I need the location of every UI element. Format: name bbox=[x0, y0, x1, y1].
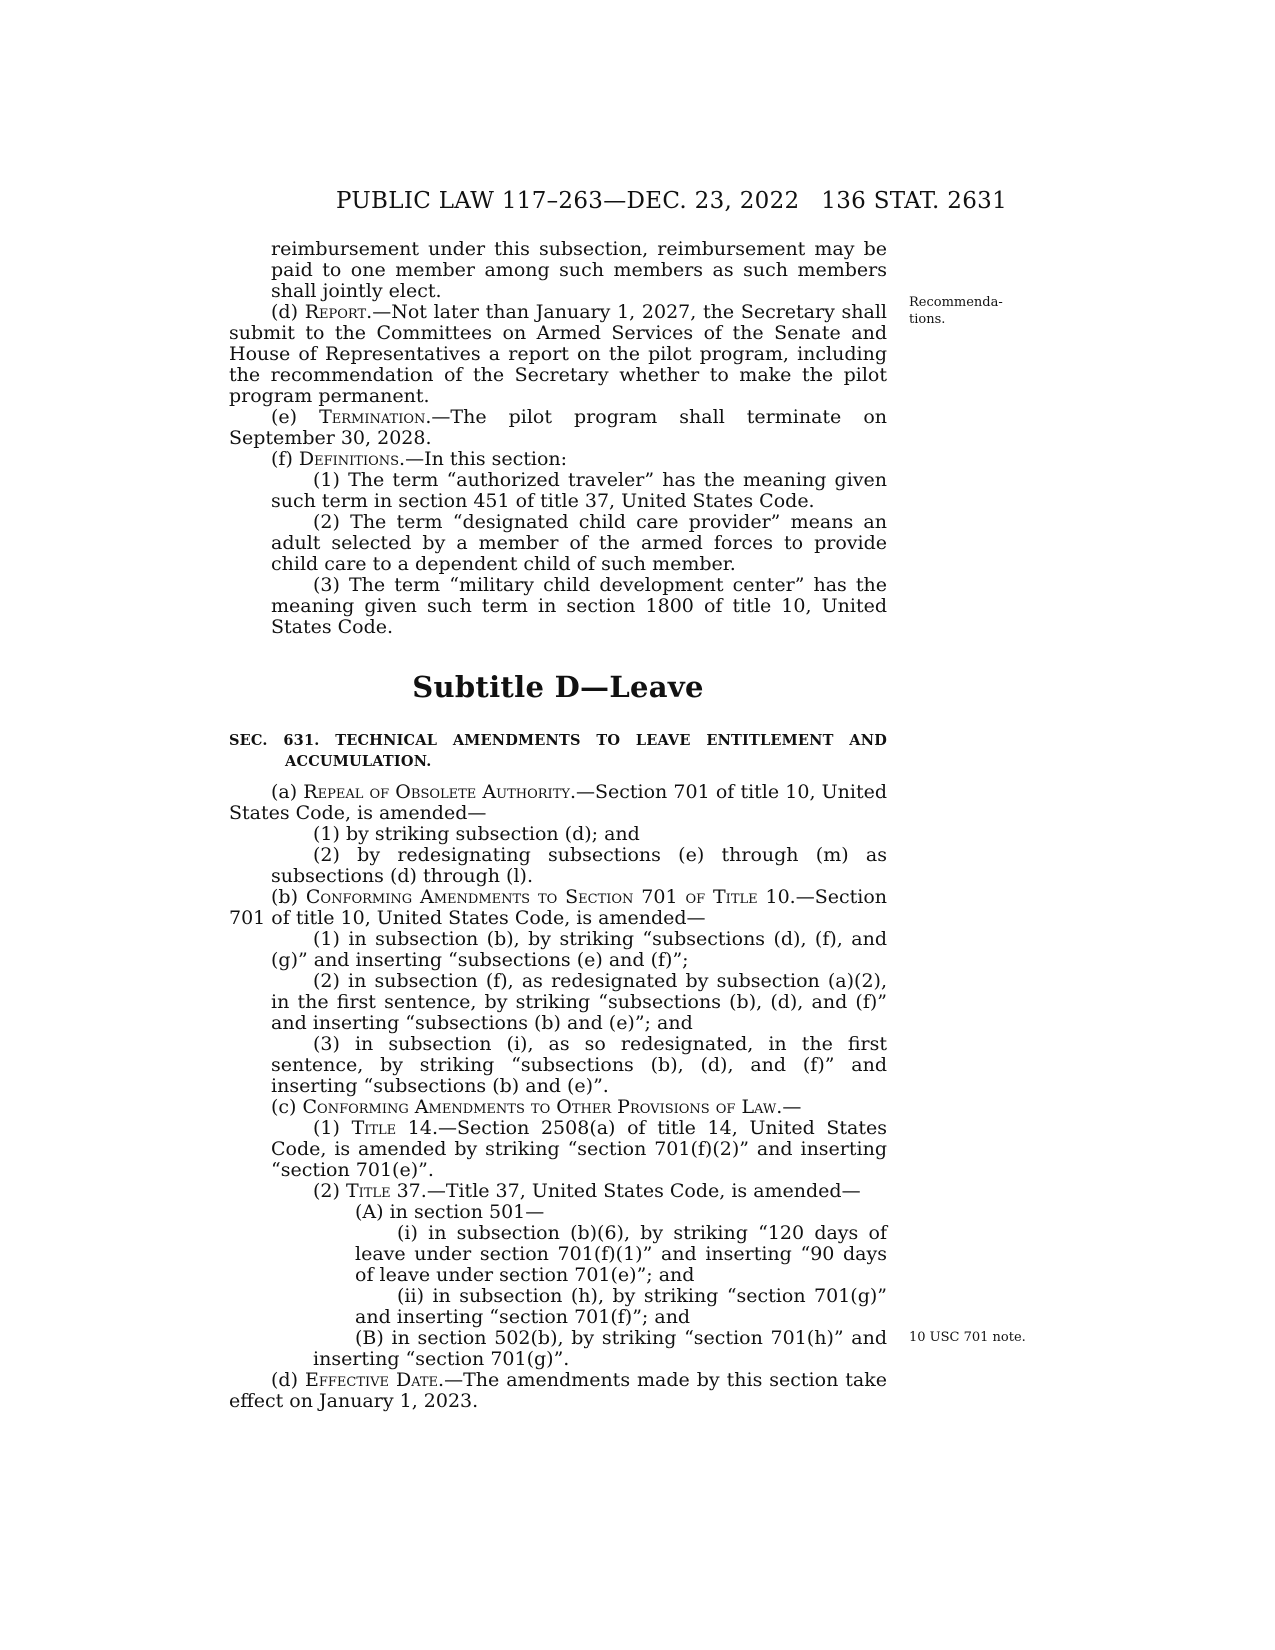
sec-c-paragraph-2: (2) Title 37.—Title 37, United States Code, is amended— bbox=[313, 1180, 861, 1202]
margin-note-recommendations: Recommenda-tions. bbox=[909, 295, 1003, 327]
subsection-d-report: (d) Report.—Not later than January 1, 2027, the Secretary shall submit to the Committees on Armed Services of the Senate and House of Representatives a report on the pilot program, including the recommendation of the Secretary whether to make the pilot program permanent. bbox=[229, 301, 888, 407]
sec-a-paragraph-1: (1) by striking subsection (d); and bbox=[313, 823, 640, 845]
running-header-stat: 136 STAT. 2631 bbox=[821, 188, 1007, 214]
sec-c-paragraph-1: (1) Title 14.—Section 2508(a) of title 14, United States Code, is amended by striking “section 701(f)(2)” and inserting “section 701(e)”. bbox=[271, 1117, 888, 1181]
continued-paragraph: reimbursement under this subsection, reimbursement may be paid to one member among such members as such members shall jointly elect. bbox=[271, 238, 887, 302]
sec-subsection-b: (b) Conforming Amendments to Section 701 of Title 10.—Section 701 of title 10, United States Code, is amended— bbox=[229, 886, 887, 929]
sec-c2-subparagraph-b: (B) in section 502(b), by striking “section 701(h)” and inserting “section 701(g)”. bbox=[313, 1327, 887, 1370]
main-text bbox=[229, 239, 887, 1412]
sec-subsection-c: (c) Conforming Amendments to Other Provisions of Law.— bbox=[271, 1096, 802, 1118]
subtitle-heading: Subtitle D—Leave bbox=[412, 670, 704, 704]
sec-c2-subparagraph-a: (A) in section 501— bbox=[355, 1201, 545, 1223]
definition-1: (1) The term “authorized traveler” has the meaning given such term in section 451 of title 37, United States Code. bbox=[271, 469, 887, 512]
subsection-f-definitions: (f) Definitions.—In this section: bbox=[271, 448, 568, 470]
sec-subsection-a: (a) Repeal of Obsolete Authority.—Section 701 of title 10, United States Code, is amended— bbox=[229, 781, 887, 824]
margin-note-usc: 10 USC 701 note. bbox=[909, 1330, 1026, 1345]
sec-a-paragraph-2: (2) by redesignating subsections (e) through (m) as subsections (d) through (l). bbox=[271, 844, 887, 887]
sec-c2a-clause-i: (i) in subsection (b)(6), by striking “120 days of leave under section 701(f)(1)” and inserting “90 days of leave under section 701(e)”; and bbox=[355, 1222, 887, 1286]
subsection-e-termination: (e) Termination.—The pilot program shall terminate on September 30, 2028. bbox=[229, 406, 887, 449]
sec-subsection-d-effective-date: (d) Effective Date.—The amendments made by this section take effect on January 1, 2023. bbox=[229, 1369, 887, 1412]
sec-b-paragraph-1: (1) in subsection (b), by striking “subsections (d), (f), and (g)” and inserting “subsections (e) and (f)”; bbox=[271, 928, 887, 971]
definition-2: (2) The term “designated child care provider” means an adult selected by a member of the armed forces to provide child care to a dependent child of such member. bbox=[271, 511, 887, 575]
sec-c2a-clause-ii: (ii) in subsection (h), by striking “section 701(g)” and inserting “section 701(f)”; and bbox=[355, 1285, 887, 1328]
sec-b-paragraph-3: (3) in subsection (i), as so redesignated, in the first sentence, by striking “subsections (b), (d), and (f)” and inserting “subsections (b) and (e)”. bbox=[271, 1033, 887, 1097]
sec-b-paragraph-2: (2) in subsection (f), as redesignated by subsection (a)(2), in the first sentence, by striking “subsections (b), (d), and (f)” and inserting “subsections (b) and (e)”; and bbox=[271, 970, 887, 1034]
section-heading: SEC. 631. TECHNICAL AMENDMENTS TO LEAVE ENTITLEMENT AND ACCUMULATION. bbox=[229, 732, 887, 770]
running-header-title: PUBLIC LAW 117–263—DEC. 23, 2022 bbox=[336, 188, 800, 214]
definition-3: (3) The term “military child development center” has the meaning given such term in section 1800 of title 10, United States Code. bbox=[271, 574, 887, 638]
